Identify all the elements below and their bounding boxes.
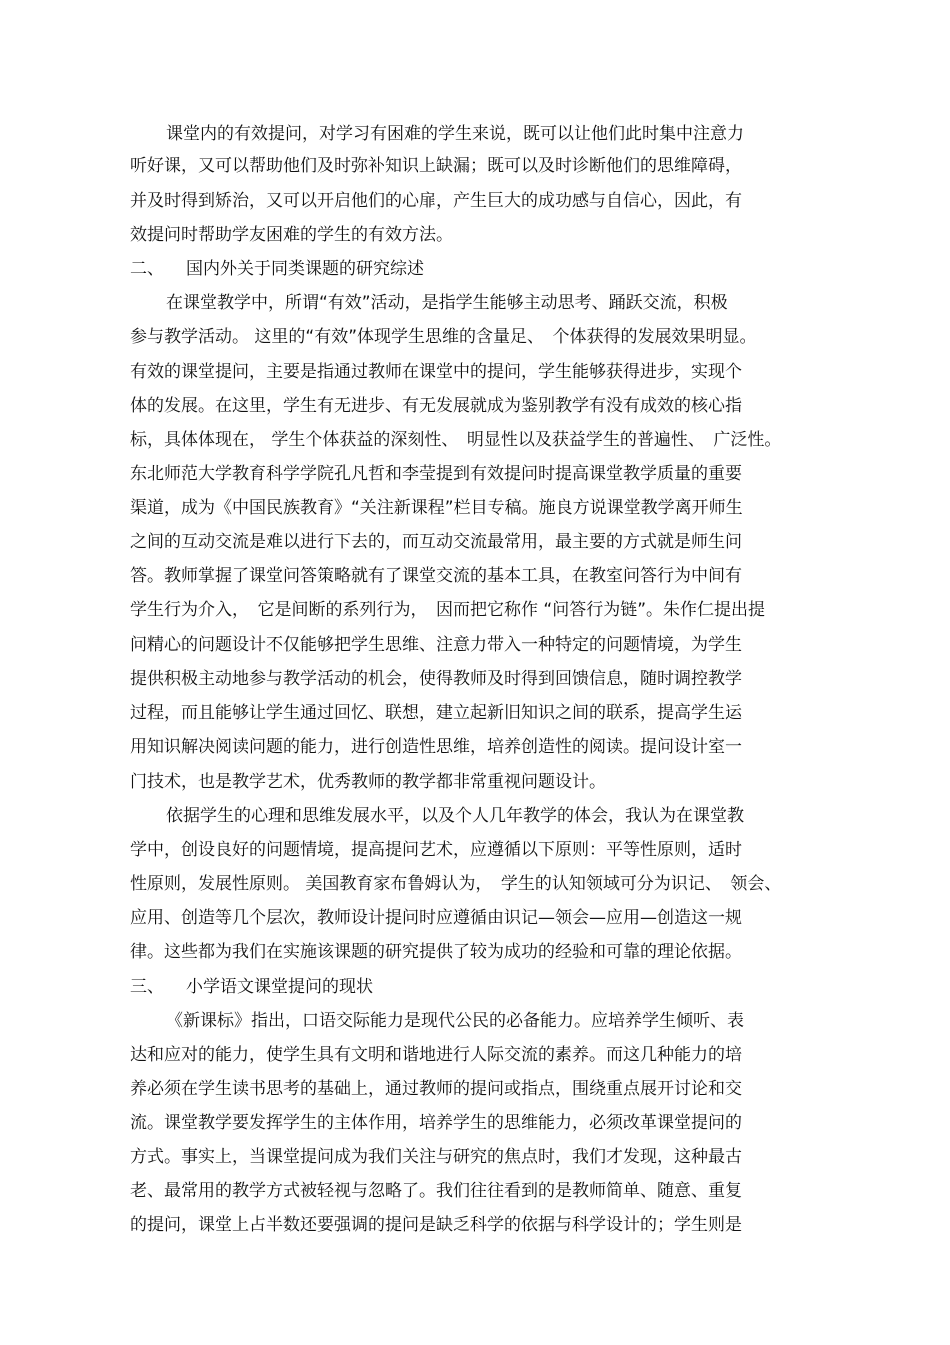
paragraph-line: 学中，创设良好的问题情境，提高提问艺术，应遵循以下原则：平等性原则，适时 [130,840,742,860]
paragraph-line: 提供积极主动地参与教学活动的机会，使得教师及时得到回馈信息，随时调控教学 [130,669,742,689]
paragraph-line: 学生行为介入， 它是间断的系列行为， 因而把它称作 “问答行为链”。朱作仁提出提 [130,600,766,620]
paragraph-line: 过程，而且能够让学生通过回忆、联想，建立起新旧知识之间的联系，提高学生运 [130,703,742,723]
section-title: 小学语文课堂提问的现状 [186,977,373,997]
section-title: 国内外关于同类课题的研究综述 [186,259,424,279]
section-heading-3 [130,976,373,998]
paragraph-line: 参与教学活动。 这里的“有效”体现学生思维的含量足、 个体获得的发展效果明显。 [130,327,757,347]
paragraph-line: 有效的课堂提问，主要是指通过教师在课堂中的提问，学生能够获得进步，实现个 [130,362,742,382]
paragraph-line: 听好课，又可以帮助他们及时弥补知识上缺漏；既可以及时诊断他们的思维障碍， [130,156,742,176]
paragraph-line: 流。课堂教学要发挥学生的主体作用，培养学生的思维能力，必须改革课堂提问的 [130,1113,742,1133]
paragraph-line: 老、最常用的教学方式被轻视与忽略了。我们往往看到的是教师简单、随意、重复 [130,1181,742,1201]
paragraph-line: 方式。事实上，当课堂提问成为我们关注与研究的焦点时，我们才发现，这种最古 [130,1147,742,1167]
paragraph-line: 《新课标》指出，口语交际能力是现代公民的必备能力。应培养学生倾听、表 [166,1011,744,1031]
paragraph-line: 门技术，也是教学艺术，优秀教师的教学都非常重视问题设计。 [130,772,606,792]
paragraph-line: 东北师范大学教育科学学院孔凡哲和李莹提到有效提问时提高课堂教学质量的重要 [130,464,742,484]
paragraph-line: 的提问，课堂上占半数还要强调的提问是缺乏科学的依据与科学设计的；学生则是 [130,1215,742,1235]
paragraph-line: 课堂内的有效提问，对学习有困难的学生来说，既可以让他们此时集中注意力 [166,124,744,144]
paragraph-line: 问精心的问题设计不仅能够把学生思维、注意力带入一种特定的问题情境，为学生 [130,635,742,655]
section-number: 二、 [130,259,164,279]
section-heading-2 [130,258,424,280]
paragraph-line: 依据学生的心理和思维发展水平，以及个人几年教学的体会，我认为在课堂教 [166,806,744,826]
paragraph-line: 答。教师掌握了课堂问答策略就有了课堂交流的基本工具，在教室问答行为中间有 [130,566,742,586]
paragraph-line: 养必须在学生读书思考的基础上，通过教师的提问或指点，围绕重点展开讨论和交 [130,1079,742,1099]
paragraph-line: 用知识解决阅读问题的能力，进行创造性思维，培养创造性的阅读。提问设计室一 [130,737,742,757]
paragraph-line: 性原则，发展性原则。 美国教育家布鲁姆认为， 学生的认知领域可分为识记、 领会、 [130,874,782,894]
paragraph-line: 效提问时帮助学友困难的学生的有效方法。 [130,225,453,245]
paragraph-line: 体的发展。在这里，学生有无进步、有无发展就成为鉴别教学有没有成效的核心指 [130,396,742,416]
paragraph-line: 渠道，成为《中国民族教育》“关注新课程”栏目专稿。施良方说课堂教学离开师生 [130,498,743,518]
paragraph-line: 律。这些都为我们在实施该课题的研究提供了较为成功的经验和可靠的理论依据。 [130,942,742,962]
paragraph-line: 标，具体体现在， 学生个体获益的深刻性、 明显性以及获益学生的普遍性、 广泛性。 [130,430,782,450]
section-number: 三、 [130,977,164,997]
paragraph-line: 之间的互动交流是难以进行下去的，而互动交流最常用，最主要的方式就是师生问 [130,532,742,552]
paragraph-line: 在课堂教学中，所谓“有效”活动，是指学生能够主动思考、踊跃交流，积极 [166,293,728,313]
paragraph-line: 应用、创造等几个层次，教师设计提问时应遵循由识记—领会—应用—创造这一规 [130,908,742,928]
paragraph-line: 并及时得到矫治，又可以开启他们的心扉，产生巨大的成功感与自信心，因此，有 [130,191,742,211]
paragraph-line: 达和应对的能力，使学生具有文明和谐地进行人际交流的素养。而这几种能力的培 [130,1045,742,1065]
